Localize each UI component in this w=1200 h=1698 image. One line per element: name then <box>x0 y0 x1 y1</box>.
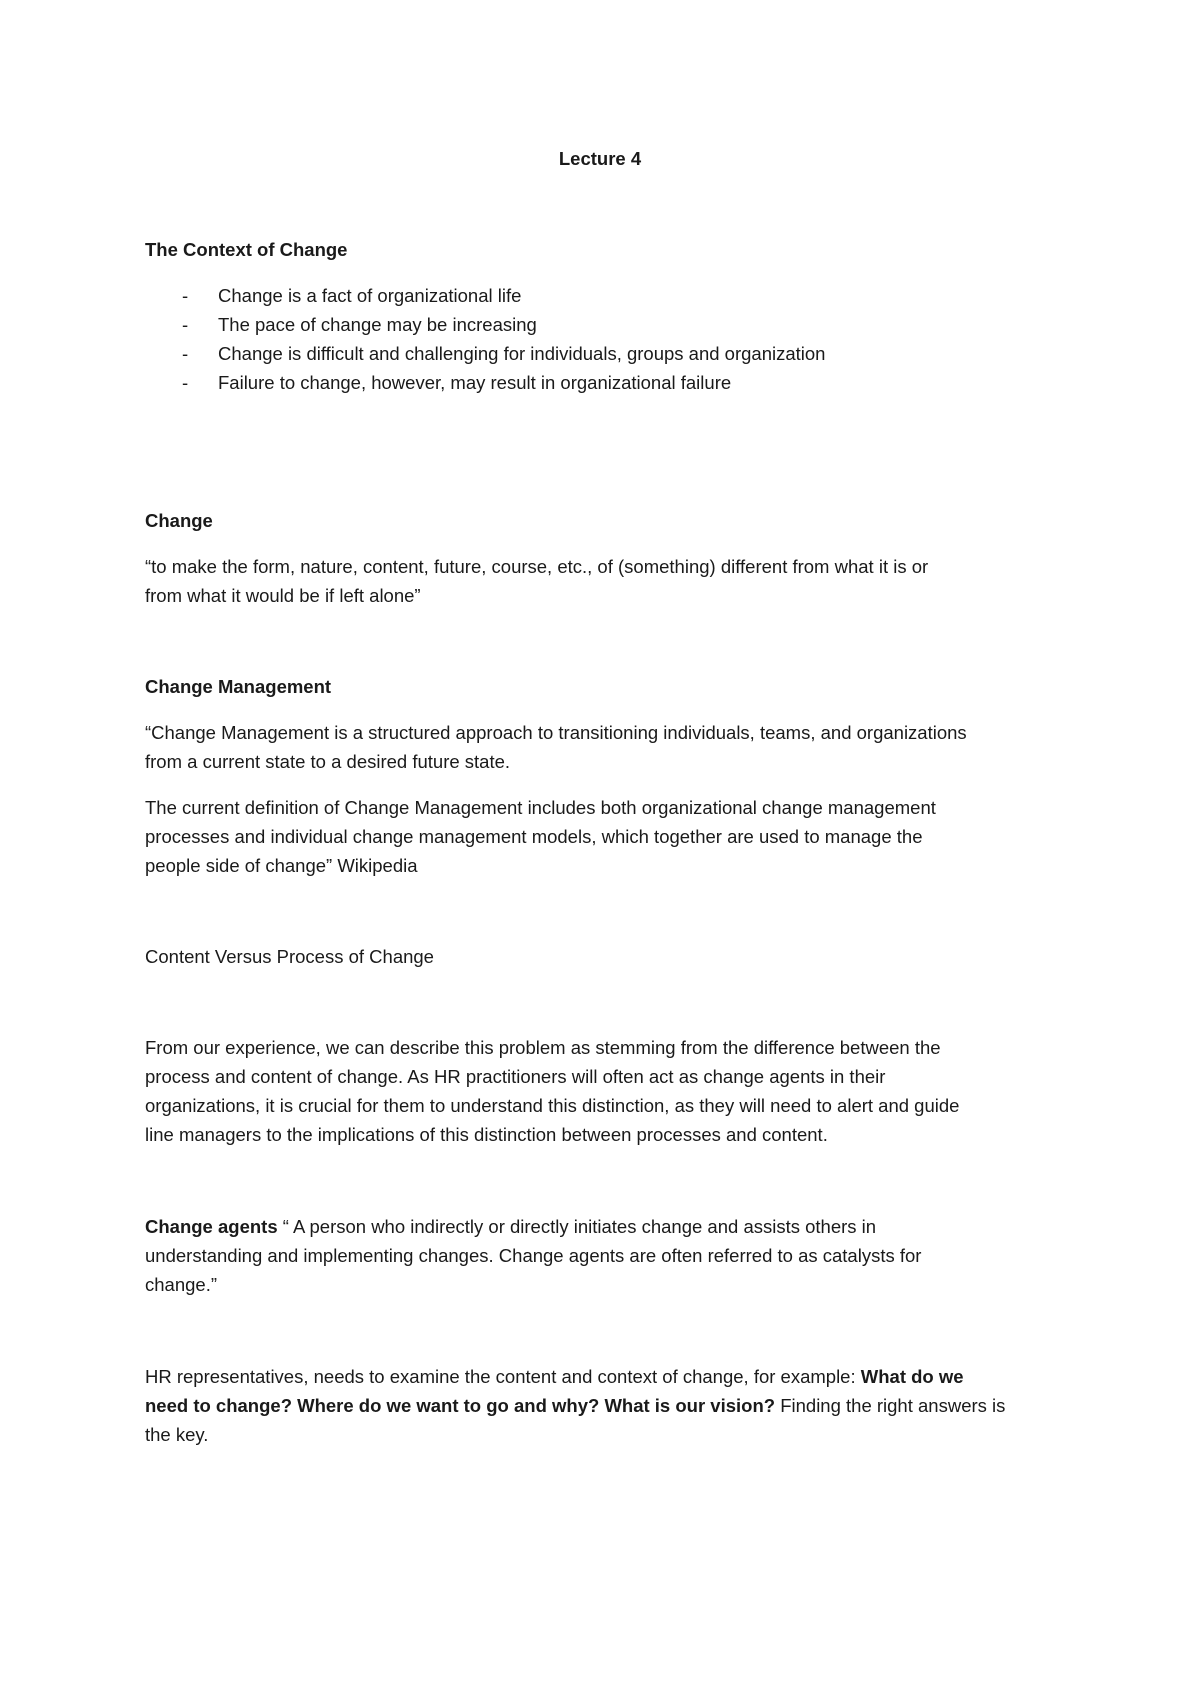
bullet-dash: - <box>182 343 189 364</box>
change-management-line: “Change Management is a structured approach to transitioning individuals, teams, and organizations <box>145 722 967 743</box>
change-agents-line: change.” <box>145 1274 217 1295</box>
hr-paragraph-line <box>145 1394 1005 1418</box>
bullet-dash: - <box>182 285 189 306</box>
bullet-text: Failure to change, however, may result in organizational failure <box>218 372 732 393</box>
change-management-line: The current definition of Change Management includes both organizational change management <box>145 797 936 818</box>
change-agents-line: understanding and implementing changes. Change agents are often referred to as catalysts for <box>145 1245 922 1266</box>
hr-text: Finding the right answers is <box>775 1395 1006 1416</box>
content-vs-process-line: line managers to the implications of this distinction between processes and content. <box>145 1124 828 1145</box>
content-vs-process-heading: Content Versus Process of Change <box>145 946 434 967</box>
content-vs-process-line: From our experience, we can describe this problem as stemming from the difference between the <box>145 1037 941 1058</box>
content-vs-process-line: organizations, it is crucial for them to understand this distinction, as they will need to alert and guide <box>145 1095 960 1116</box>
lecture-title: Lecture 4 <box>558 148 642 169</box>
hr-paragraph-line <box>145 1365 964 1389</box>
hr-paragraph-line: the key. <box>145 1424 209 1445</box>
change-management-heading: Change Management <box>145 676 332 697</box>
hr-question: What do we <box>860 1366 964 1387</box>
bullet-dash: - <box>182 314 189 335</box>
content-vs-process-line: process and content of change. As HR practitioners will often act as change agents in their <box>145 1066 886 1087</box>
hr-question: need to change? Where do we want to go and why? What is our vision? <box>145 1395 776 1416</box>
change-heading: Change <box>145 510 213 531</box>
context-heading: The Context of Change <box>145 239 348 260</box>
bullet-text: Change is difficult and challenging for individuals, groups and organization <box>218 343 826 364</box>
change-agents-definition: “ A person who indirectly or directly initiates change and assists others in <box>277 1216 877 1237</box>
change-management-line: processes and individual change management models, which together are used to manage the <box>145 826 923 847</box>
change-management-line: people side of change” Wikipedia <box>145 855 418 876</box>
change-definition-line: from what it would be if left alone” <box>145 585 421 606</box>
hr-text: HR representatives, needs to examine the content and context of change, for example: <box>145 1366 861 1387</box>
change-agents-term: Change agents <box>145 1216 278 1237</box>
bullet-text: The pace of change may be increasing <box>218 314 537 335</box>
change-management-line: from a current state to a desired future state. <box>145 751 511 772</box>
change-agents-line <box>145 1215 876 1239</box>
bullet-dash: - <box>182 372 189 393</box>
bullet-text: Change is a fact of organizational life <box>218 285 522 306</box>
change-definition-line: “to make the form, nature, content, future, course, etc., of (something) different from what it is or <box>145 556 929 577</box>
